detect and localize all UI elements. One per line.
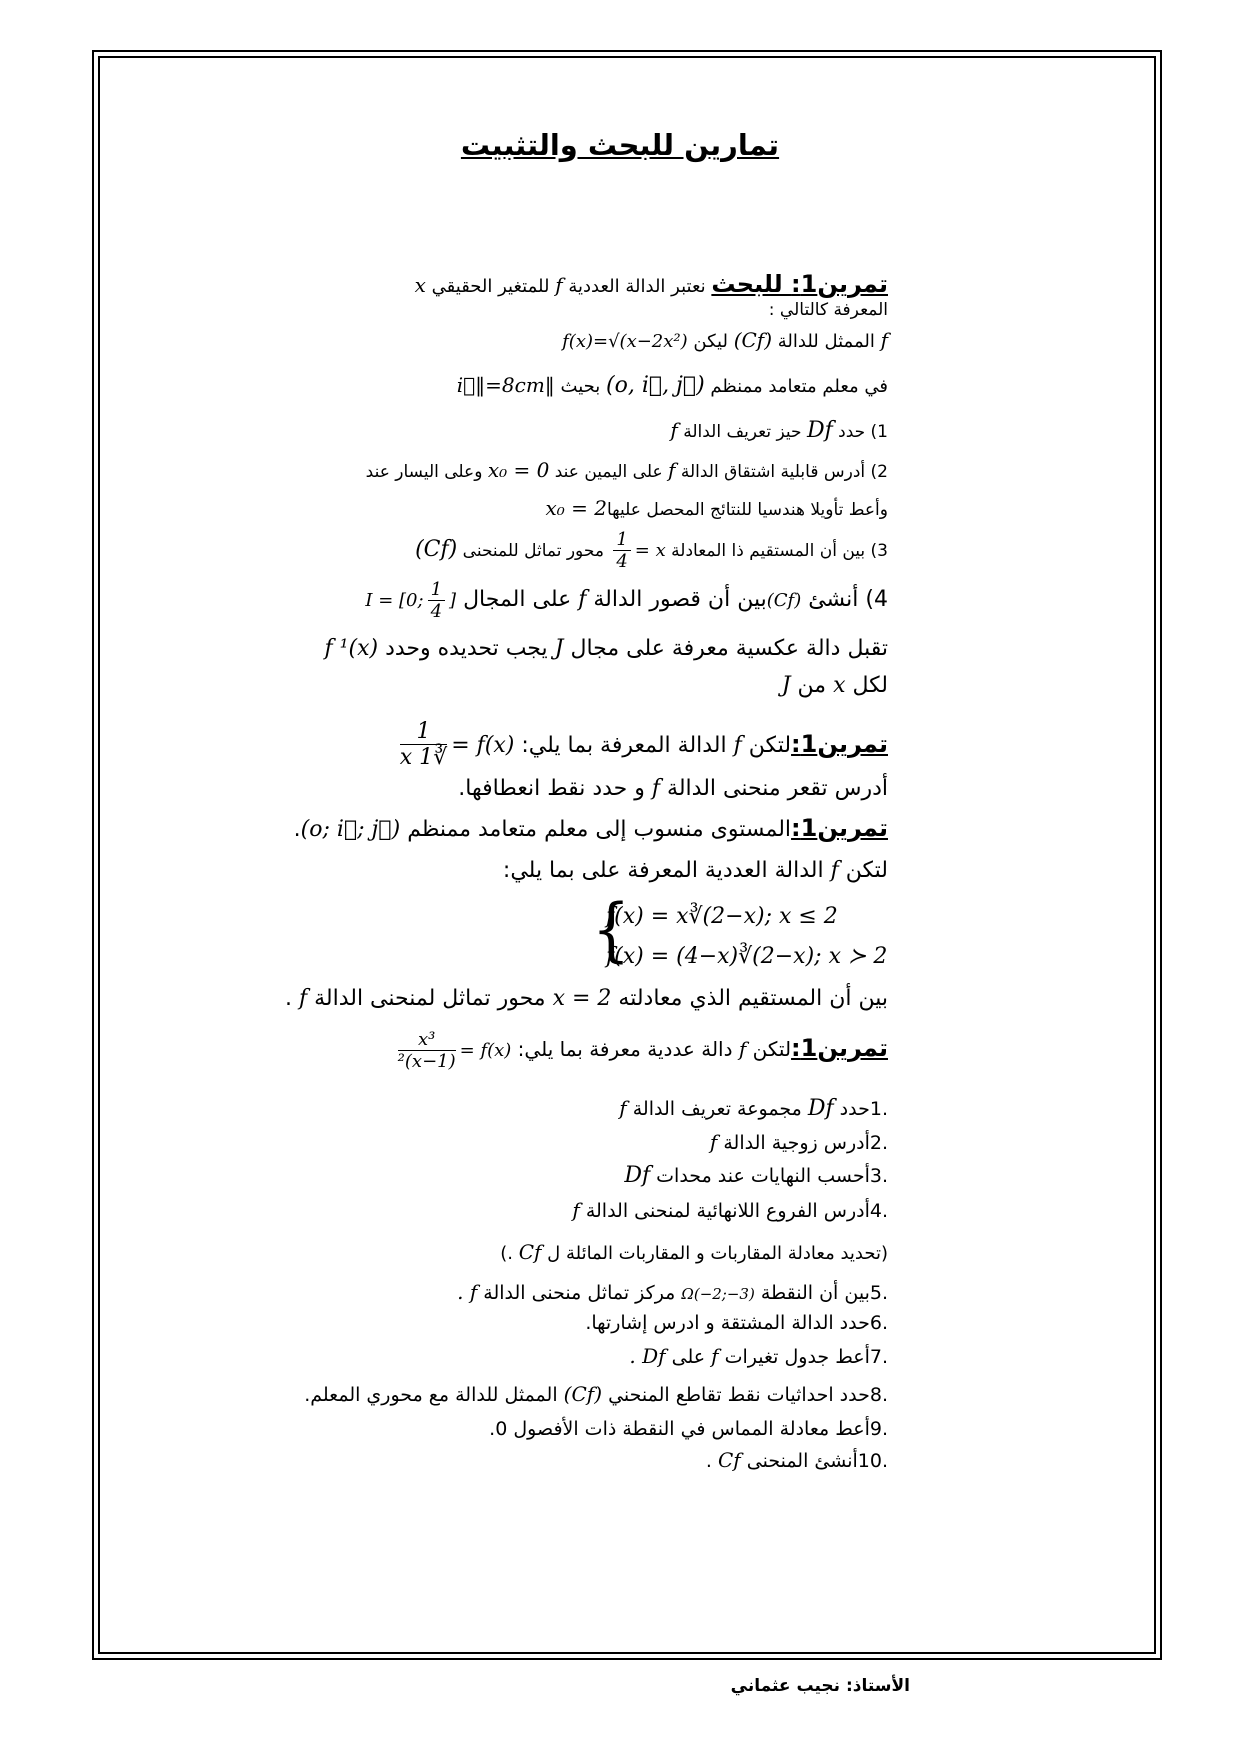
- ex3-line2-rest: الدالة العددية المعرفة على بما يلي:: [502, 858, 824, 883]
- ex1-q4c-x: x: [833, 673, 846, 698]
- ex1-q4-f: f: [578, 587, 587, 613]
- ex2-heading: تمرين1:: [791, 729, 888, 758]
- ex1-q4-num: 1: [428, 580, 445, 601]
- ex4-item-1-math2: f: [619, 1096, 627, 1120]
- ex1-q1-label: 1) حدد: [838, 422, 888, 442]
- ex1-q4c-from: من: [797, 673, 827, 698]
- ex4-item-2: [710, 1130, 888, 1154]
- ex1-q1: [670, 418, 888, 443]
- ex1-q4-interval-lhs: I = [0;: [365, 590, 424, 612]
- ex4-item-10-rest: .: [705, 1450, 712, 1472]
- ex1-q2b: [546, 496, 889, 520]
- ex4-item-3-label: .3أحسب النهايات عند محدات: [656, 1165, 888, 1187]
- ex4-item-4b: [500, 1240, 888, 1264]
- ex1-q4c-text: لكل: [852, 673, 888, 698]
- ex3-heading: تمرين1:: [791, 814, 888, 842]
- ex1-q4-cf: (Cf): [766, 590, 802, 612]
- ex1-q4-interval-rhs: ]: [449, 590, 457, 612]
- ex2-line-2: [458, 776, 888, 801]
- ex1-let: ليكن: [693, 331, 728, 352]
- ex4-fraction: [398, 1030, 456, 1072]
- ex3-line2-text: لتكن: [845, 858, 888, 883]
- ex2-text2: الدالة المعرفة بما يلي:: [521, 732, 727, 758]
- ex4-item-8-rest: الممثل للدالة مع محوري المعلم.: [304, 1384, 558, 1406]
- ex4-item-10-label: .10أنشئ المنحنى: [746, 1450, 888, 1472]
- ex4-heading: تمرين1:: [791, 1034, 888, 1063]
- ex1-x: x: [414, 273, 426, 297]
- ex4-item-5-math2: f .: [457, 1280, 478, 1304]
- ex4-item-2-math: f: [709, 1130, 718, 1154]
- ex1-q2: [366, 458, 888, 482]
- ex4-item-3-math: Df: [624, 1163, 651, 1188]
- ex4-item-1-label: .1حدد: [839, 1098, 888, 1120]
- ex4-item-4b-label: (تحديد معادلة المقاربات و المقاربات المائلة ل: [547, 1243, 888, 1264]
- ex1-q1-f: f: [670, 418, 678, 442]
- ex2-formula: [396, 719, 515, 771]
- ex4-item-5-rest: مركز تماثل منحنى الدالة: [483, 1282, 676, 1304]
- ex3-line3-rest: محور تماثل لمنحنى الدالة: [314, 986, 546, 1011]
- ex1-norm-condition: ‖i⃗‖=8cm: [456, 373, 555, 397]
- ex3-line2-f: f: [830, 858, 839, 883]
- ex1-q4b-j: J: [554, 636, 564, 661]
- ex4-item-7-math2: Df .: [629, 1344, 666, 1368]
- ex1-line-2: المعرفة كالتالي :: [768, 300, 888, 320]
- ex3-end: .: [293, 817, 301, 842]
- piecewise-brace: {: [592, 889, 631, 971]
- ex4-item-7-math: f: [711, 1344, 719, 1368]
- ex1-q1-rest: حيز تعريف الدالة: [683, 422, 802, 442]
- ex4-item-9-label: .9أعط معادلة المماس في النقطة ذات الأفصول 0.: [489, 1418, 888, 1440]
- ex4-item-6-label: .6حدد الدالة المشتقة و ادرس إشارتها.: [585, 1312, 888, 1334]
- ex1-q4-den: 4: [430, 600, 443, 622]
- ex1-q2-rest: على اليمين عند: [554, 462, 663, 482]
- ex4-num: x³: [398, 1030, 456, 1051]
- ex1-q4b-rest: يجب تحديده وحدد: [385, 636, 548, 661]
- ex1-function-formula: f(x)=√(x−2x²): [562, 331, 688, 352]
- ex4-item-7: [629, 1344, 888, 1368]
- ex4-item-4-math: f: [572, 1198, 580, 1222]
- ex1-q3-fraction: [613, 530, 630, 572]
- ex4-item-4-label: .4أدرس الفروع اللانهائية لمنحنى الدالة: [585, 1200, 888, 1222]
- ex1-line-4: [457, 373, 888, 398]
- ex3-line3-end: .: [284, 986, 292, 1011]
- ex1-f: f: [555, 273, 563, 297]
- ex1-q3: [415, 530, 888, 572]
- ex1-q4: [365, 580, 888, 622]
- ex3-case-1: f(x) = x∛(2−x); x ≤ 2: [606, 904, 838, 929]
- ex2-line-1: [396, 720, 888, 772]
- ex4-line-1: [394, 1030, 888, 1072]
- ex1-line-3: [562, 328, 888, 352]
- ex3-case-2: f(x) = (4−x)∛(2−x); x ≻ 2: [606, 944, 888, 969]
- ex3-frame: (o; i⃗; j⃗): [300, 817, 401, 842]
- ex1-q2b-rest: وأعط تأويلا هندسيا للنتائج المحصل عليها: [607, 500, 888, 520]
- ex4-lhs: f(x) =: [459, 1040, 512, 1062]
- ex1-q3-eq: x =: [634, 540, 666, 562]
- author-footer: الأستاذ: نجيب عثماني: [730, 1676, 910, 1696]
- ex4-text: لتكن: [752, 1037, 792, 1062]
- ex2-den: ∛x 1: [399, 745, 448, 771]
- ex1-q4c-j: J: [781, 673, 791, 698]
- ex4-den: (x−1)²: [397, 1050, 456, 1072]
- ex2-line2-rest: و حدد نقط انعطافها.: [458, 776, 645, 801]
- ex4-item-4b-rest: .): [500, 1243, 513, 1264]
- ex1-frame-text: في معلم متعامد ممنظم: [710, 376, 888, 397]
- ex4-item-3: [624, 1163, 888, 1188]
- ex1-q4-rest: بين أن قصور الدالة: [593, 587, 767, 613]
- ex4-item-4: [572, 1198, 888, 1222]
- ex1-heading: تمرين1:: [791, 270, 888, 298]
- ex4-item-4b-math: Cf: [518, 1240, 542, 1264]
- ex1-line3-text: الممثل للدالة: [777, 331, 875, 352]
- ex1-q4-label: 4) أنشئ: [808, 587, 888, 613]
- ex1-q4b: [325, 636, 888, 661]
- ex3-text: المستوى منسوب إلى معلم متعامد ممنظم: [407, 817, 792, 842]
- ex1-q3-den: 4: [616, 550, 628, 572]
- ex4-item-7-label: .7أعط جدول تغيرات: [724, 1346, 888, 1368]
- ex4-item-1-math: Df: [807, 1096, 834, 1121]
- ex1-q2-label: 2) أدرس قابلية اشتقاق الدالة: [680, 462, 888, 482]
- ex3-line-3: [285, 986, 888, 1011]
- ex1-subheading: للبحث: [711, 270, 792, 298]
- ex1-q3-rest: محور تماثل للمنحنى: [462, 541, 604, 562]
- ex4-item-10-math: Cf: [717, 1448, 741, 1472]
- ex4-item-5: [457, 1280, 888, 1304]
- ex1-q3-label: 3) بين أن المستقيم ذا المعادلة: [671, 541, 888, 562]
- ex1-line-1: [415, 270, 888, 298]
- ex1-q2-f: f: [668, 458, 676, 482]
- ex3-line3-eq: x = 2: [552, 986, 612, 1011]
- ex4-item-9: [489, 1418, 888, 1440]
- ex2-line2-text: أدرس تقعر منحنى الدالة: [667, 776, 888, 801]
- ex1-q4b-inverse: f ¹(x): [324, 636, 379, 661]
- ex1-q4-rest2: على المجال: [463, 587, 572, 613]
- ex1-q2b-x0: x₀ = 2: [545, 496, 607, 520]
- ex4-item-2-label: .2أدرس زوجية الدالة: [723, 1132, 888, 1154]
- ex4-item-7-rest: على: [671, 1346, 706, 1368]
- ex3-line3-text: بين أن المستقيم الذي معادلته: [618, 986, 888, 1011]
- ex4-text2: دالة عددية معرفة بما يلي:: [517, 1037, 733, 1062]
- ex4-item-8-math: (Cf): [563, 1382, 603, 1406]
- ex1-intro: نعتبر الدالة العددية: [568, 276, 706, 297]
- page-title: تمارين للبحث والتثبيت: [460, 128, 780, 162]
- ex1-q1-df: Df: [806, 418, 833, 443]
- ex4-item-8-label: .8حدد احداثيات نقط تقاطع المنحني: [608, 1384, 888, 1406]
- ex1-q2-end: وعلى اليسار عند: [365, 462, 483, 482]
- ex4-item-10: [706, 1448, 888, 1472]
- ex4-item-5-math: Ω(−2;−3): [681, 1285, 755, 1303]
- ex2-line2-f: f: [651, 776, 661, 801]
- ex1-curve-cf: (Cf): [733, 328, 772, 352]
- ex1-intro2: للمتغير الحقيقي: [431, 276, 550, 297]
- ex2-f: f: [733, 732, 742, 758]
- ex2-lhs: f(x) =: [451, 732, 515, 758]
- ex1-q4-interval: [365, 579, 457, 622]
- ex1-q4b-text: تقبل دالة عكسية معرفة على مجال: [570, 636, 888, 661]
- ex4-f: f: [738, 1037, 747, 1062]
- ex2-fraction: [400, 720, 447, 772]
- ex1-cond-label: بحيث: [560, 376, 601, 397]
- ex4-item-5-label: .5بين أن النقطة: [760, 1282, 888, 1304]
- ex1-q3-cf: (Cf): [415, 537, 458, 563]
- ex3-line-1: [294, 814, 888, 842]
- ex3-line-2: [503, 858, 888, 883]
- ex3-line3-f: f: [298, 986, 308, 1011]
- ex1-frame: (o, i⃗, j⃗): [606, 373, 705, 398]
- ex1-q4-fraction: [428, 580, 445, 622]
- ex4-item-6: [585, 1312, 888, 1334]
- ex1-q2-x0: x₀ = 0: [487, 458, 550, 482]
- ex4-item-1-rest: مجموعة تعريف الدالة: [632, 1098, 802, 1120]
- ex4-item-8: [304, 1382, 888, 1406]
- ex4-formula: [394, 1029, 512, 1072]
- ex2-num: 1: [400, 720, 447, 745]
- ex1-q3-num: 1: [613, 530, 630, 551]
- ex2-text: لتكن: [748, 732, 792, 758]
- ex1-q4c: [782, 673, 888, 698]
- ex1-line3-f: f: [880, 328, 888, 352]
- ex4-item-1: [619, 1096, 888, 1121]
